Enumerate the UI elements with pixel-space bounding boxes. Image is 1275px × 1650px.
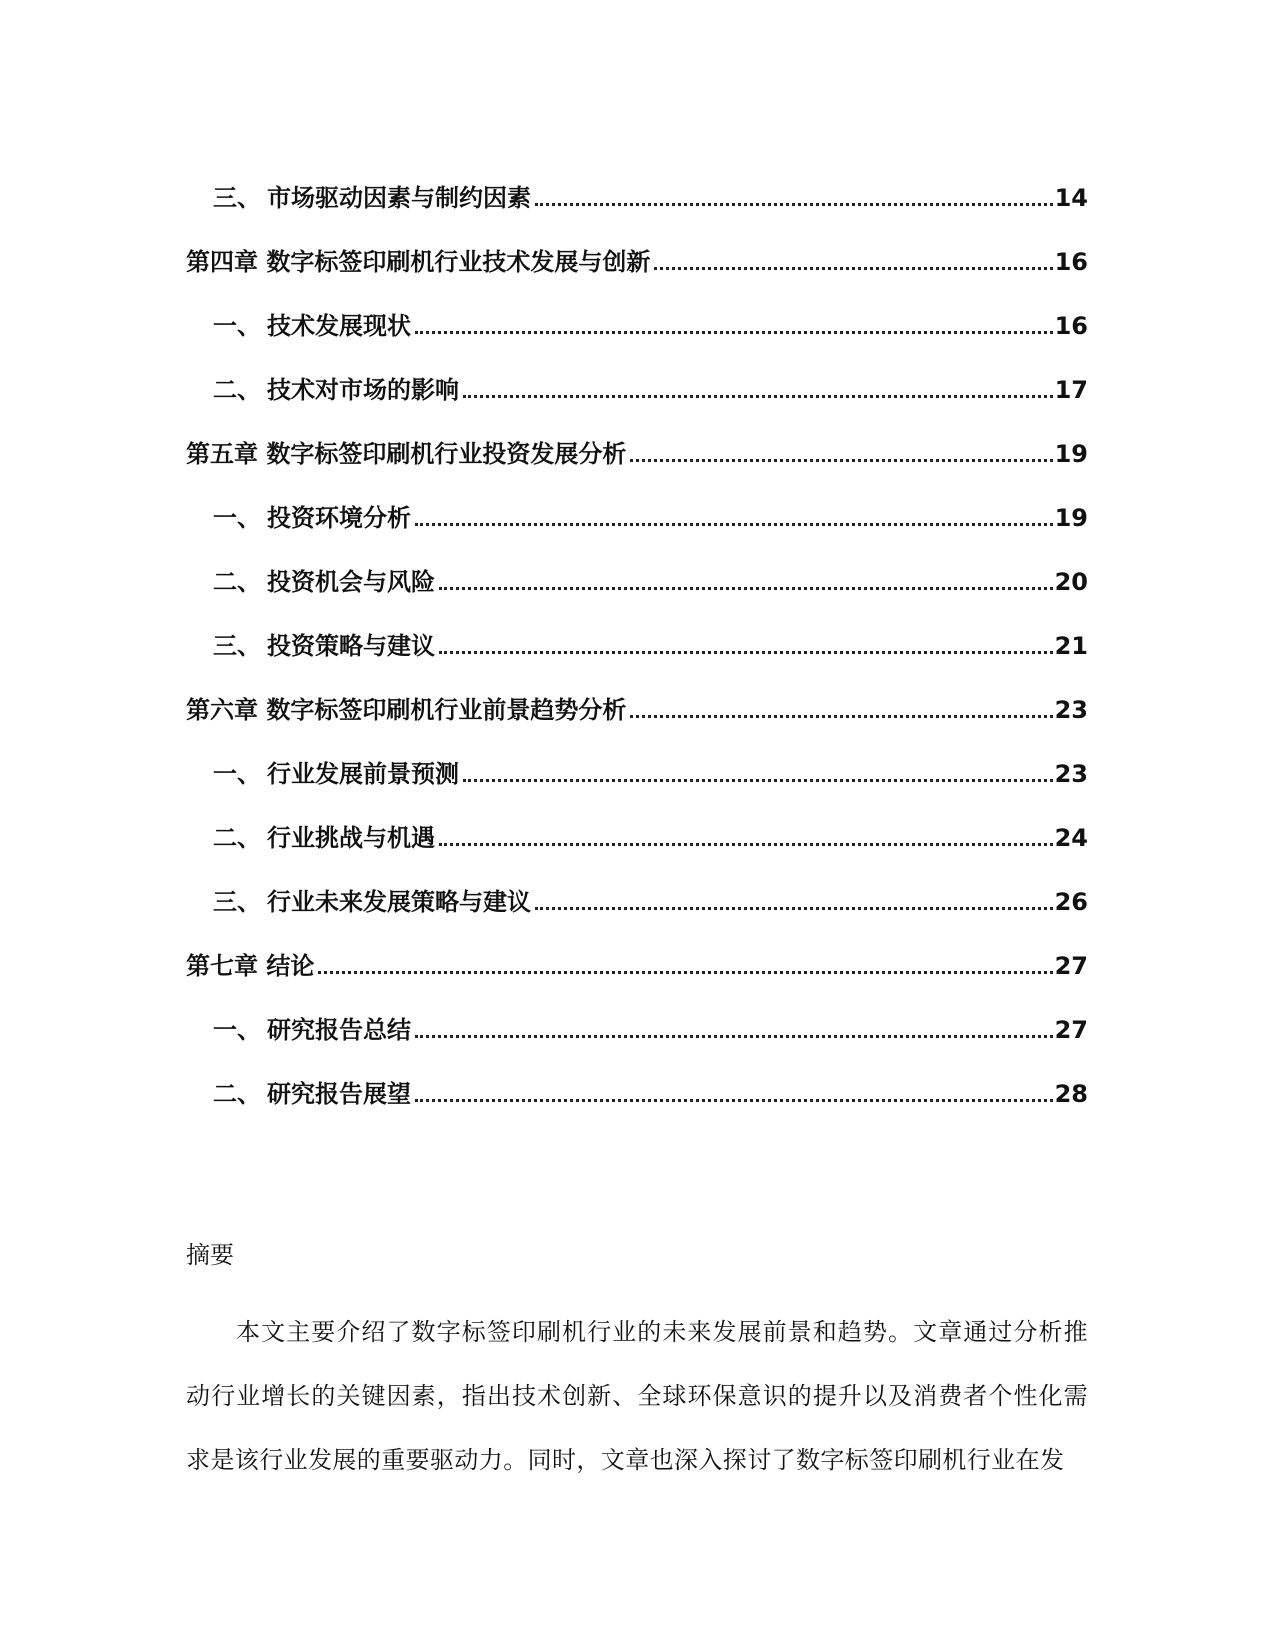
toc-entry-number: 二、	[213, 376, 261, 404]
toc-section-entry[interactable]	[186, 980, 1088, 1044]
toc-entry-title: 研究报告展望	[267, 1080, 411, 1108]
toc-entry-page-number: 19	[1054, 440, 1088, 468]
toc-entry-number: 一、	[213, 504, 261, 532]
toc-entry-number: 三、	[213, 888, 261, 916]
toc-section-entry[interactable]	[186, 852, 1088, 916]
toc-entry-number: 一、	[213, 1016, 261, 1044]
toc-dot-leader	[439, 587, 1053, 590]
toc-entry-title: 投资策略与建议	[267, 632, 435, 660]
toc-entry-page-number: 14	[1054, 184, 1088, 212]
toc-dot-leader	[439, 843, 1053, 846]
toc-section-entry[interactable]	[186, 1044, 1088, 1108]
toc-entry-number: 二、	[213, 1080, 261, 1108]
toc-entry-page-number: 24	[1054, 824, 1088, 852]
abstract-section	[186, 1240, 1088, 1492]
toc-section-entry[interactable]	[186, 468, 1088, 532]
toc-entry-page-number: 21	[1054, 632, 1088, 660]
toc-entry-page-number: 23	[1054, 760, 1088, 788]
toc-dot-leader	[439, 651, 1053, 654]
toc-entry-title: 第七章 结论	[186, 952, 315, 980]
toc-dot-leader	[630, 459, 1052, 462]
toc-section-entry[interactable]	[186, 788, 1088, 852]
toc-entry-title: 行业发展前景预测	[267, 760, 459, 788]
toc-entry-page-number: 28	[1054, 1080, 1088, 1108]
toc-entry-title: 第五章 数字标签印刷机行业投资发展分析	[186, 440, 627, 468]
toc-entry-page-number: 23	[1054, 696, 1088, 724]
toc-entry-page-number: 16	[1054, 248, 1088, 276]
toc-entry-number: 三、	[213, 184, 261, 212]
toc-section-entry[interactable]	[186, 276, 1088, 340]
toc-dot-leader	[415, 1035, 1053, 1038]
toc-section-entry[interactable]	[186, 340, 1088, 404]
toc-dot-leader	[463, 779, 1053, 782]
toc-entry-page-number: 27	[1054, 952, 1088, 980]
abstract-heading: 摘要	[186, 1241, 234, 1269]
toc-dot-leader	[535, 203, 1053, 206]
toc-dot-leader	[318, 971, 1052, 974]
toc-entry-title: 投资环境分析	[267, 504, 411, 532]
toc-entry-title: 第六章 数字标签印刷机行业前景趋势分析	[186, 696, 627, 724]
abstract-body: 本文主要介绍了数字标签印刷机行业的未来发展前景和趋势。文章通过分析推动行业增长的关键因素，指出技术创新、全球环保意识的提升以及消费者个性化需求是该行业发展的重要驱动力。同时，文章也深入探讨了数字标签印刷机行业在发	[186, 1318, 1088, 1474]
toc-dot-leader	[654, 267, 1052, 270]
toc-entry-title: 第四章 数字标签印刷机行业技术发展与创新	[186, 248, 651, 276]
toc-entry-number: 二、	[213, 824, 261, 852]
toc-entry-title: 行业挑战与机遇	[267, 824, 435, 852]
toc-entry-page-number: 17	[1054, 376, 1088, 404]
toc-entry-number: 二、	[213, 568, 261, 596]
toc-dot-leader	[415, 523, 1053, 526]
toc-section-entry[interactable]	[186, 596, 1088, 660]
toc-entry-page-number: 26	[1054, 888, 1088, 916]
toc-entry-page-number: 20	[1054, 568, 1088, 596]
toc-chapter-entry[interactable]	[186, 660, 1088, 724]
toc-entry-number: 一、	[213, 312, 261, 340]
toc-dot-leader	[535, 907, 1053, 910]
toc-dot-leader	[463, 395, 1053, 398]
toc-chapter-entry[interactable]	[186, 212, 1088, 276]
toc-entry-title: 行业未来发展策略与建议	[267, 888, 531, 916]
toc-chapter-entry[interactable]	[186, 404, 1088, 468]
toc-dot-leader	[415, 331, 1053, 334]
toc-entry-title: 研究报告总结	[267, 1016, 411, 1044]
toc-entry-page-number: 16	[1054, 312, 1088, 340]
toc-entry-title: 技术发展现状	[267, 312, 411, 340]
toc-entry-title: 市场驱动因素与制约因素	[267, 184, 531, 212]
toc-entry-page-number: 27	[1054, 1016, 1088, 1044]
toc-chapter-entry[interactable]	[186, 916, 1088, 980]
toc-dot-leader	[630, 715, 1052, 718]
toc-section-entry[interactable]	[186, 532, 1088, 596]
toc-entry-title: 技术对市场的影响	[267, 376, 459, 404]
toc-entry-title: 投资机会与风险	[267, 568, 435, 596]
toc-section-entry[interactable]	[186, 148, 1088, 212]
toc-dot-leader	[415, 1099, 1053, 1102]
toc-entry-page-number: 19	[1054, 504, 1088, 532]
toc-section-entry[interactable]	[186, 724, 1088, 788]
toc-entry-number: 三、	[213, 632, 261, 660]
toc-entry-number: 一、	[213, 760, 261, 788]
table-of-contents	[186, 148, 1088, 1108]
